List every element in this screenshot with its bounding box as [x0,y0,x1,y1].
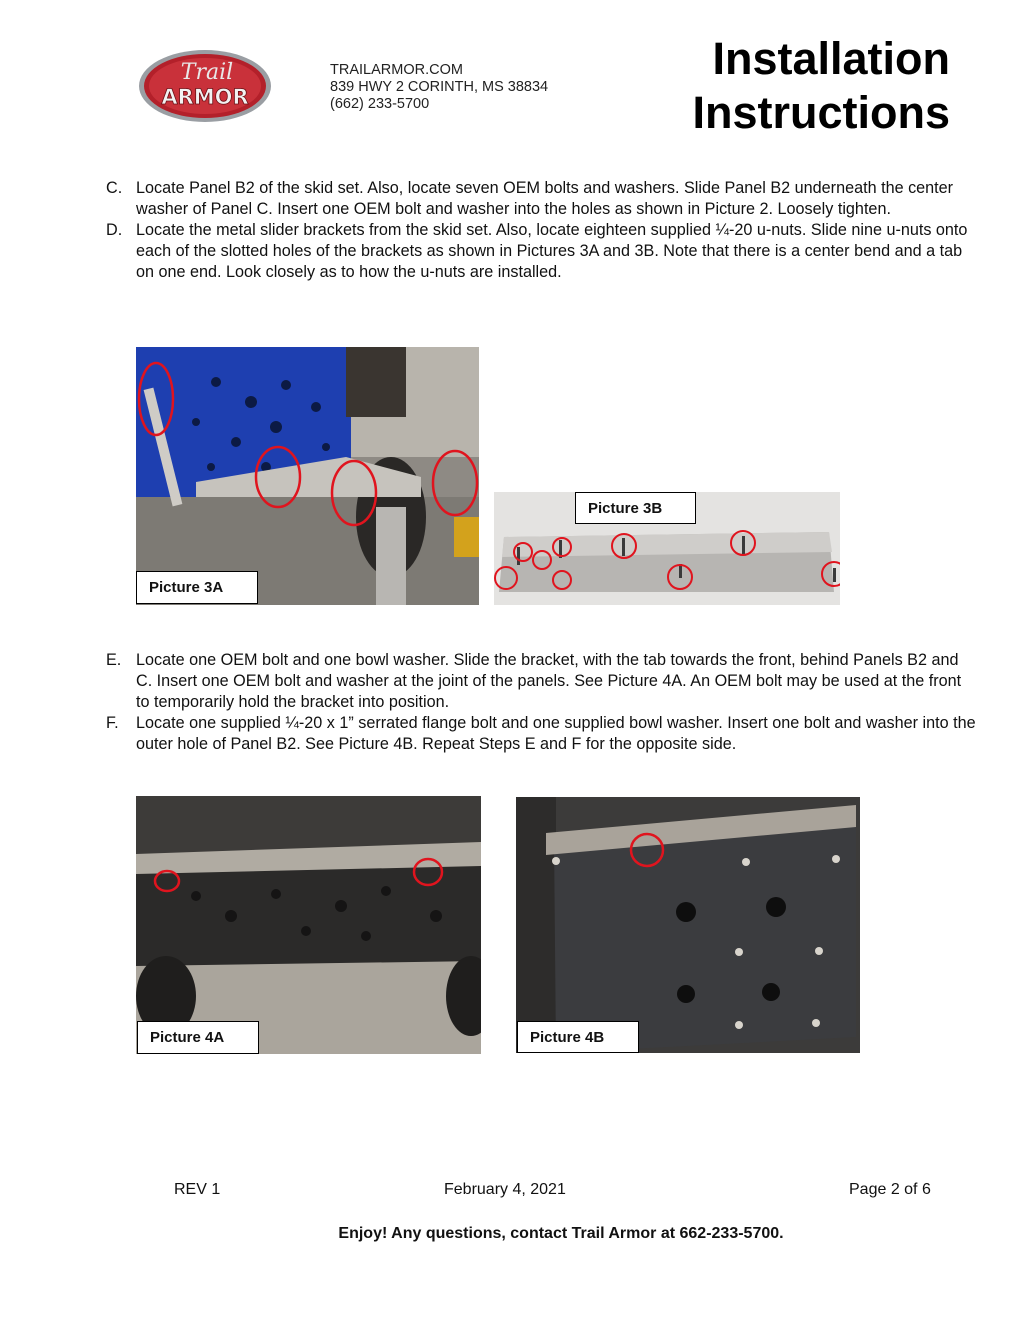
step-c [106,178,976,220]
step-letter: D. [106,221,123,239]
document-title [692,32,950,140]
picture-4b-photo [516,797,860,1053]
title-line-1: Installation [712,33,950,84]
steps-bottom [106,650,976,755]
logo-text-top: Trail [180,60,234,85]
step-letter: E. [106,651,122,669]
step-text: Locate one supplied ¼-20 x 1” serrated flange bolt and one supplied bowl washer. Insert one bolt and washer into the outer hole of Panel B2. See Picture 4B. Repeat Steps E and F for the opposite side. [136,714,976,753]
company-address: 839 HWY 2 CORINTH, MS 38834 [330,79,549,95]
step-d [106,220,976,283]
company-website: TRAILARMOR.COM [330,62,463,78]
picture-4a-photo [136,796,481,1054]
footer-contact-note: Enjoy! Any questions, contact Trail Armor at 662-233-5700. [338,1225,784,1242]
step-text: Locate the metal slider brackets from the skid set. Also, locate eighteen supplied ¼-20 u-nuts. Slide nine u-nuts onto each of the slotted holes of the brackets as shown in Pictures 3A and 3B. Note that there is a center bend and a tab on one end. Look closely as to how the u-nuts are installed. [136,221,968,281]
picture-3a-photo [136,347,479,605]
step-e [106,650,976,713]
company-info [330,62,548,113]
footer-revision: REV 1 [174,1181,221,1198]
title-line-2: Instructions [692,87,950,138]
step-text: Locate Panel B2 of the skid set. Also, locate seven OEM bolts and washers. Slide Panel B2 underneath the center washer of Panel C. Insert one OEM bolt and washer into the holes as shown in Picture 2. Loosely tighten. [136,179,954,218]
step-f [106,713,976,755]
picture-4a-caption: Picture 4A [137,1021,259,1054]
company-phone: (662) 233-5700 [330,96,430,112]
picture-4b-caption: Picture 4B [517,1021,639,1053]
trail-armor-logo [137,48,273,124]
step-letter: F. [106,714,119,732]
step-letter: C. [106,179,123,197]
footer-date: February 4, 2021 [444,1181,566,1198]
picture-3a-caption: Picture 3A [136,571,258,604]
footer-page-number: Page 2 of 6 [849,1181,931,1198]
step-text: Locate one OEM bolt and one bowl washer. Slide the bracket, with the tab towards the front, behind Panels B2 and C. Insert one OEM bolt and washer at the joint of the panels. See Picture 4A. An OEM bolt may be used at the front to temporarily hold the bracket into position. [136,651,962,711]
steps-top [106,178,976,283]
logo-text-bottom: ARMOR [161,85,249,109]
picture-3b-caption: Picture 3B [575,492,696,524]
